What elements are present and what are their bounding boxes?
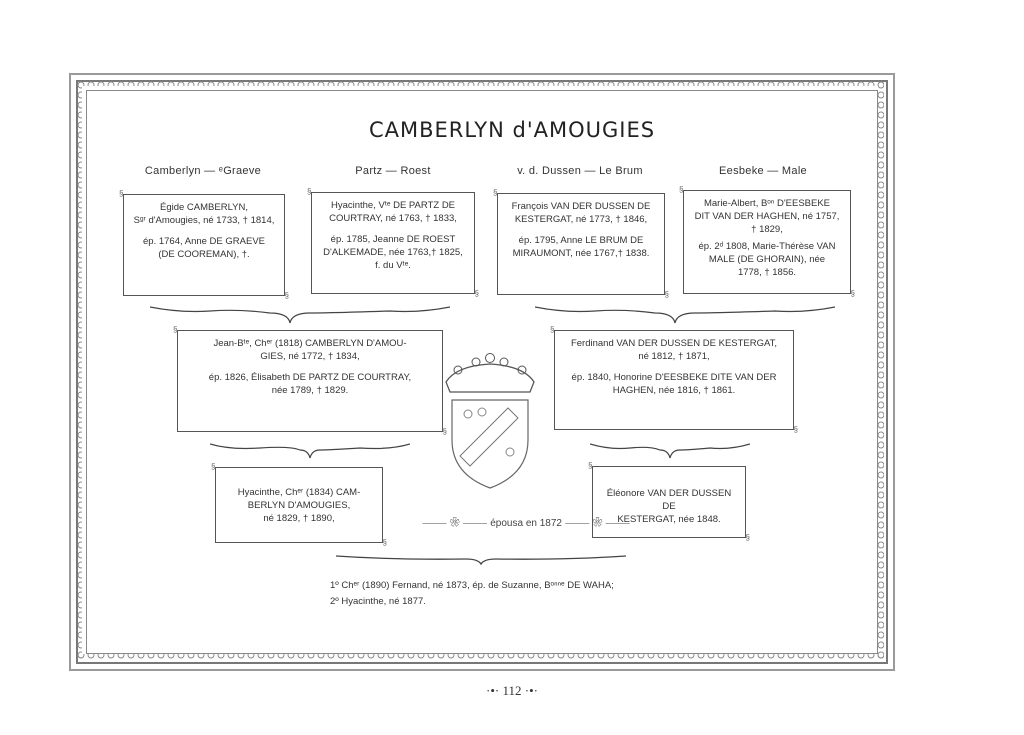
connector-brace-right <box>535 303 835 327</box>
genealogy-title: CAMBERLYN d'AMOUGIES <box>368 118 656 142</box>
marriage-line: née 1789, † 1829. <box>271 385 349 396</box>
marriage-line: 1778, † 1856. <box>737 267 797 278</box>
person-line: GIES, né 1772, † 1834, <box>260 351 360 362</box>
person-box-francois-dussen <box>497 193 665 295</box>
column-heading-camberlyn: Camberlyn — ᵉGraeve <box>144 165 262 177</box>
person-line: § Ferdinand VAN DER DUSSEN DE KESTERGAT, <box>570 338 778 349</box>
marriage-line: MALE (DE GHORAIN), née <box>708 254 826 265</box>
person-box-hyacinthe-camberlyn <box>215 467 383 543</box>
marriage-line: MIRAUMONT, née 1767,† 1838. <box>512 248 650 259</box>
person-line: KESTERGAT, né 1773, † 1846, <box>514 214 648 225</box>
marriage-line: ép. 1826, Élisabeth DE PARTZ DE COURTRAY, <box>208 372 412 383</box>
marriage-line: ép. 1764, Anne DE GRAEVE <box>143 236 265 247</box>
marriage-line: ép. 1785, Jeanne DE ROEST <box>330 234 456 245</box>
coat-of-arms-icon <box>436 352 544 492</box>
column-heading-eesbeke: Eesbeke — Male <box>719 165 807 177</box>
issue-list <box>330 578 614 610</box>
issue-connector-brace <box>336 550 626 570</box>
person-line: § Éléonore VAN DER DUSSEN DE <box>606 488 732 512</box>
connector-brace-left <box>150 303 450 327</box>
issue-line: 1º Chᵉʳ (1890) Fernand, né 1873, ép. de Suzanne, Bᵒⁿⁿᵉ DE WAHA; <box>330 580 614 591</box>
person-line: § Hyacinthe, Vᵗᵉ DE PARTZ DE <box>330 200 456 211</box>
marriage-line: f. du Vᵗᵉ. <box>375 260 411 271</box>
person-box-marie-albert-eesbeke <box>683 190 851 294</box>
person-line: § François VAN DER DUSSEN DE <box>511 201 651 212</box>
person-line: † 1829, <box>751 224 783 235</box>
marriage-line: ép. 1795, Anne LE BRUM DE <box>518 235 644 246</box>
marriage-caption: ⸻ ❀ ⸻ épousa en 1872 ⸻ ❀ ⸻ <box>422 518 631 529</box>
connector-brace-left-2 <box>210 440 410 462</box>
connector-brace-right-2 <box>590 440 750 462</box>
person-box-hyacinthe-partz <box>311 192 475 294</box>
person-line: COURTRAY, né 1763, † 1833, <box>329 213 457 224</box>
person-line: né 1829, † 1890, <box>263 513 335 524</box>
marriage-line: (DE COOREMAN), †. <box>158 249 250 260</box>
person-line: Sᵍʳ d'Amougies, né 1733, † 1814, <box>133 215 275 226</box>
person-line: BERLYN D'AMOUGIES, <box>247 500 351 511</box>
person-box-ferdinand-dussen <box>554 330 794 430</box>
marriage-line: D'ALKEMADE, née 1763,† 1825, <box>323 247 463 258</box>
person-box-egide-camberlyn <box>123 194 285 296</box>
column-heading-partz: Partz — Roest <box>355 165 431 177</box>
person-line: § Jean-Bᵗᵉ, Chᵉʳ (1818) CAMBERLYN D'AMOU- <box>213 338 407 349</box>
person-box-jean-baptiste-camberlyn <box>177 330 443 432</box>
person-line: § Hyacinthe, Chᵉʳ (1834) CAM- <box>237 487 361 498</box>
person-line: § Marie-Albert, Bᵒⁿ D'EESBEKE <box>703 198 831 209</box>
page-number: ·•· 112 ·•· <box>486 683 538 698</box>
marriage-line: ép. 1840, Honorine D'EESBEKE DITE VAN DER <box>571 372 777 383</box>
person-line: né 1812, † 1871, <box>638 351 710 362</box>
person-line: § Égide CAMBERLYN, <box>160 202 248 213</box>
marriage-line: ép. 2ᵈ 1808, Marie-Thérèse VAN <box>698 241 836 252</box>
column-heading-dussen: v. d. Dussen — Le Brum <box>517 165 643 177</box>
marriage-line: HAGHEN, née 1816, † 1861. <box>612 385 736 396</box>
person-line: KESTERGAT, née 1848. <box>617 514 721 525</box>
person-line: DIT VAN DER HAGHEN, né 1757, <box>694 211 840 222</box>
issue-line: 2º Hyacinthe, né 1877. <box>330 596 426 607</box>
